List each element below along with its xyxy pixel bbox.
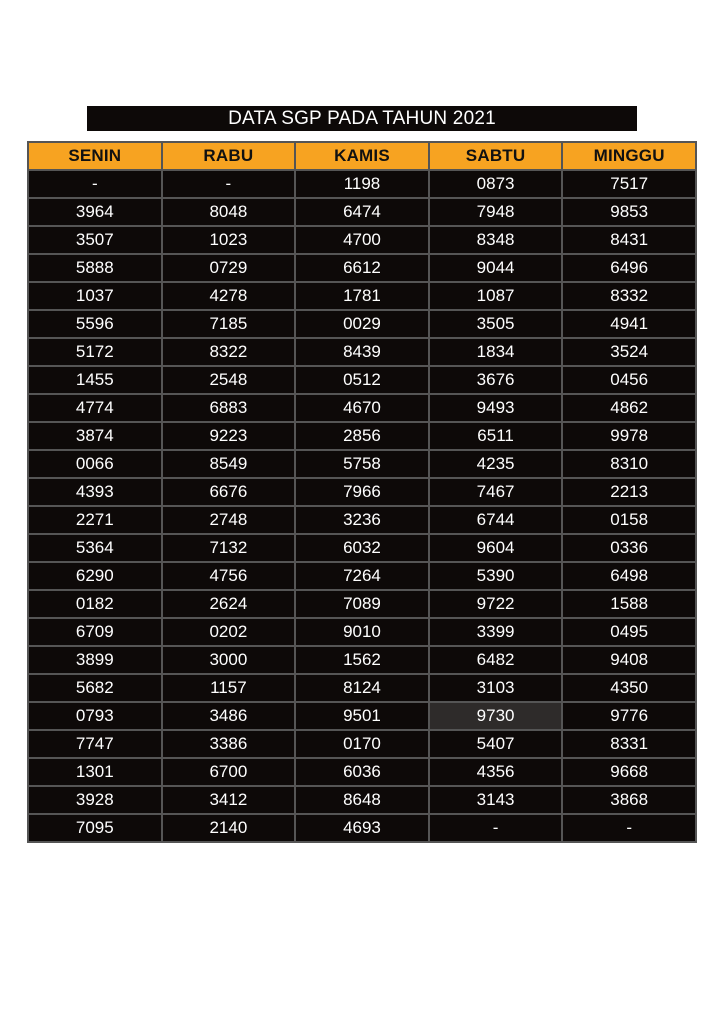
cell-kamis: 8648 bbox=[295, 786, 429, 814]
cell-minggu: 8331 bbox=[562, 730, 696, 758]
cell-senin: 2271 bbox=[28, 506, 162, 534]
cell-senin: 0793 bbox=[28, 702, 162, 730]
cell-sabtu: 5407 bbox=[429, 730, 563, 758]
cell-senin: 3928 bbox=[28, 786, 162, 814]
cell-minggu: 3524 bbox=[562, 338, 696, 366]
cell-sabtu: 1834 bbox=[429, 338, 563, 366]
header-minggu: MINGGU bbox=[562, 142, 696, 170]
cell-minggu: 9776 bbox=[562, 702, 696, 730]
cell-senin: 3874 bbox=[28, 422, 162, 450]
table-row bbox=[28, 646, 696, 674]
cell-minggu: 6498 bbox=[562, 562, 696, 590]
cell-rabu: 0202 bbox=[162, 618, 296, 646]
cell-minggu: 9978 bbox=[562, 422, 696, 450]
cell-sabtu: 5390 bbox=[429, 562, 563, 590]
cell-senin: 3964 bbox=[28, 198, 162, 226]
cell-minggu: 9408 bbox=[562, 646, 696, 674]
table-row bbox=[28, 394, 696, 422]
table-row bbox=[28, 674, 696, 702]
cell-rabu: 4756 bbox=[162, 562, 296, 590]
cell-senin: 5888 bbox=[28, 254, 162, 282]
table-row bbox=[28, 730, 696, 758]
cell-sabtu: 9722 bbox=[429, 590, 563, 618]
cell-minggu: 9668 bbox=[562, 758, 696, 786]
cell-sabtu: 3676 bbox=[429, 366, 563, 394]
cell-kamis: 8124 bbox=[295, 674, 429, 702]
cell-rabu: 8549 bbox=[162, 450, 296, 478]
cell-sabtu: 3103 bbox=[429, 674, 563, 702]
cell-senin: 7747 bbox=[28, 730, 162, 758]
cell-senin: 5682 bbox=[28, 674, 162, 702]
cell-minggu: 1588 bbox=[562, 590, 696, 618]
cell-rabu: 3386 bbox=[162, 730, 296, 758]
cell-senin: 7095 bbox=[28, 814, 162, 842]
cell-rabu: 3000 bbox=[162, 646, 296, 674]
cell-kamis: 1562 bbox=[295, 646, 429, 674]
cell-minggu: 0336 bbox=[562, 534, 696, 562]
table-row bbox=[28, 198, 696, 226]
cell-minggu: - bbox=[562, 814, 696, 842]
table-row bbox=[28, 534, 696, 562]
cell-minggu: 0456 bbox=[562, 366, 696, 394]
cell-rabu: 2748 bbox=[162, 506, 296, 534]
cell-senin: - bbox=[28, 170, 162, 198]
cell-sabtu: 4235 bbox=[429, 450, 563, 478]
cell-kamis: 0512 bbox=[295, 366, 429, 394]
cell-sabtu: 4356 bbox=[429, 758, 563, 786]
cell-minggu: 6496 bbox=[562, 254, 696, 282]
cell-minggu: 4862 bbox=[562, 394, 696, 422]
cell-sabtu: 9730 bbox=[429, 702, 563, 730]
header-kamis: KAMIS bbox=[295, 142, 429, 170]
cell-senin: 0182 bbox=[28, 590, 162, 618]
cell-rabu: 6700 bbox=[162, 758, 296, 786]
page-title: DATA SGP PADA TAHUN 2021 bbox=[87, 106, 637, 131]
cell-kamis: 6032 bbox=[295, 534, 429, 562]
cell-sabtu: 0873 bbox=[429, 170, 563, 198]
cell-minggu: 7517 bbox=[562, 170, 696, 198]
cell-minggu: 2213 bbox=[562, 478, 696, 506]
table-row bbox=[28, 618, 696, 646]
cell-senin: 5596 bbox=[28, 310, 162, 338]
cell-rabu: 3486 bbox=[162, 702, 296, 730]
cell-kamis: 3236 bbox=[295, 506, 429, 534]
cell-minggu: 8431 bbox=[562, 226, 696, 254]
cell-sabtu: 9493 bbox=[429, 394, 563, 422]
cell-sabtu: 8348 bbox=[429, 226, 563, 254]
cell-senin: 6290 bbox=[28, 562, 162, 590]
table-row bbox=[28, 506, 696, 534]
cell-sabtu: - bbox=[429, 814, 563, 842]
cell-minggu: 0158 bbox=[562, 506, 696, 534]
cell-sabtu: 3143 bbox=[429, 786, 563, 814]
cell-minggu: 8332 bbox=[562, 282, 696, 310]
table-row bbox=[28, 226, 696, 254]
table-row bbox=[28, 590, 696, 618]
cell-minggu: 8310 bbox=[562, 450, 696, 478]
cell-sabtu: 6744 bbox=[429, 506, 563, 534]
table-row bbox=[28, 310, 696, 338]
cell-rabu: 7185 bbox=[162, 310, 296, 338]
cell-kamis: 7966 bbox=[295, 478, 429, 506]
cell-kamis: 6612 bbox=[295, 254, 429, 282]
cell-kamis: 4700 bbox=[295, 226, 429, 254]
cell-kamis: 4670 bbox=[295, 394, 429, 422]
cell-rabu: 1023 bbox=[162, 226, 296, 254]
cell-rabu: 9223 bbox=[162, 422, 296, 450]
cell-sabtu: 6482 bbox=[429, 646, 563, 674]
cell-rabu: 6676 bbox=[162, 478, 296, 506]
cell-rabu: 2140 bbox=[162, 814, 296, 842]
cell-senin: 5364 bbox=[28, 534, 162, 562]
cell-kamis: 7264 bbox=[295, 562, 429, 590]
cell-rabu: 8322 bbox=[162, 338, 296, 366]
cell-senin: 1037 bbox=[28, 282, 162, 310]
cell-senin: 0066 bbox=[28, 450, 162, 478]
cell-kamis: 8439 bbox=[295, 338, 429, 366]
table-row bbox=[28, 170, 696, 198]
cell-sabtu: 9044 bbox=[429, 254, 563, 282]
table-row bbox=[28, 338, 696, 366]
cell-minggu: 9853 bbox=[562, 198, 696, 226]
header-senin: SENIN bbox=[28, 142, 162, 170]
cell-sabtu: 7948 bbox=[429, 198, 563, 226]
table-row bbox=[28, 366, 696, 394]
table-row bbox=[28, 814, 696, 842]
cell-rabu: 6883 bbox=[162, 394, 296, 422]
cell-senin: 4393 bbox=[28, 478, 162, 506]
cell-kamis: 5758 bbox=[295, 450, 429, 478]
cell-kamis: 2856 bbox=[295, 422, 429, 450]
cell-kamis: 9010 bbox=[295, 618, 429, 646]
cell-kamis: 4693 bbox=[295, 814, 429, 842]
cell-sabtu: 3399 bbox=[429, 618, 563, 646]
cell-kamis: 0029 bbox=[295, 310, 429, 338]
cell-minggu: 4941 bbox=[562, 310, 696, 338]
cell-minggu: 0495 bbox=[562, 618, 696, 646]
header-sabtu: SABTU bbox=[429, 142, 563, 170]
header-rabu: RABU bbox=[162, 142, 296, 170]
cell-rabu: 2624 bbox=[162, 590, 296, 618]
table-body bbox=[28, 170, 696, 842]
cell-minggu: 3868 bbox=[562, 786, 696, 814]
cell-rabu: 4278 bbox=[162, 282, 296, 310]
cell-senin: 3899 bbox=[28, 646, 162, 674]
cell-rabu: 0729 bbox=[162, 254, 296, 282]
table-row bbox=[28, 254, 696, 282]
cell-sabtu: 1087 bbox=[429, 282, 563, 310]
cell-rabu: 3412 bbox=[162, 786, 296, 814]
cell-senin: 1301 bbox=[28, 758, 162, 786]
table-row bbox=[28, 562, 696, 590]
cell-senin: 5172 bbox=[28, 338, 162, 366]
cell-kamis: 9501 bbox=[295, 702, 429, 730]
cell-rabu: 1157 bbox=[162, 674, 296, 702]
table-row bbox=[28, 422, 696, 450]
table-row bbox=[28, 282, 696, 310]
cell-senin: 6709 bbox=[28, 618, 162, 646]
cell-rabu: 2548 bbox=[162, 366, 296, 394]
table-row bbox=[28, 758, 696, 786]
table-row bbox=[28, 478, 696, 506]
cell-kamis: 7089 bbox=[295, 590, 429, 618]
cell-sabtu: 6511 bbox=[429, 422, 563, 450]
cell-kamis: 0170 bbox=[295, 730, 429, 758]
cell-rabu: - bbox=[162, 170, 296, 198]
table-row bbox=[28, 786, 696, 814]
cell-senin: 3507 bbox=[28, 226, 162, 254]
table-row bbox=[28, 450, 696, 478]
cell-rabu: 8048 bbox=[162, 198, 296, 226]
cell-senin: 4774 bbox=[28, 394, 162, 422]
table-row bbox=[28, 702, 696, 730]
cell-kamis: 1198 bbox=[295, 170, 429, 198]
cell-minggu: 4350 bbox=[562, 674, 696, 702]
cell-kamis: 1781 bbox=[295, 282, 429, 310]
cell-senin: 1455 bbox=[28, 366, 162, 394]
cell-sabtu: 9604 bbox=[429, 534, 563, 562]
cell-kamis: 6036 bbox=[295, 758, 429, 786]
cell-sabtu: 3505 bbox=[429, 310, 563, 338]
results-table bbox=[27, 141, 697, 843]
cell-rabu: 7132 bbox=[162, 534, 296, 562]
header-row bbox=[28, 142, 696, 170]
cell-kamis: 6474 bbox=[295, 198, 429, 226]
cell-sabtu: 7467 bbox=[429, 478, 563, 506]
